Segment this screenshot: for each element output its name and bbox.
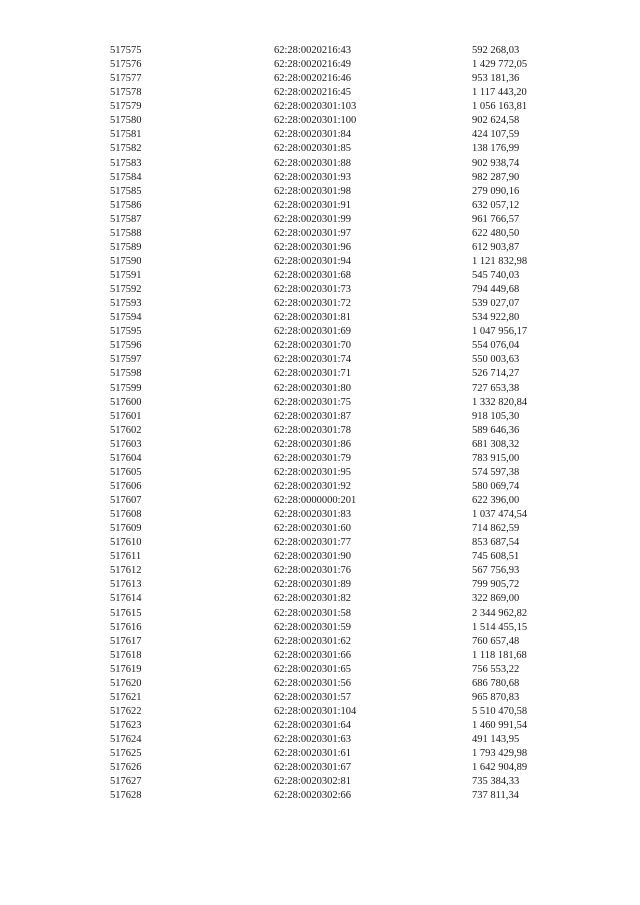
cadastral-number-cell: 62:28:0020301:96	[274, 241, 352, 253]
table-row	[110, 325, 592, 339]
table-row	[110, 635, 592, 649]
cadastral-value-cell: 1 514 455,15	[472, 621, 528, 633]
cadastral-value-cell: 534 922,80	[472, 312, 520, 324]
cadastral-value-cell: 1 642 904,89	[472, 762, 528, 774]
cadastral-value-cell: 961 766,57	[472, 213, 520, 225]
row-number-cell: 517587	[110, 213, 142, 225]
cadastral-value-cell: 783 915,00	[472, 452, 520, 464]
cadastral-number-cell: 62:28:0020216:45	[274, 87, 352, 99]
row-number-cell: 517628	[110, 790, 142, 802]
cadastral-value-cell: 1 117 443,20	[472, 87, 527, 99]
table-row	[110, 353, 592, 367]
cadastral-number-cell: 62:28:0020301:58	[274, 607, 352, 619]
cadastral-number-cell: 62:28:0020301:61	[274, 748, 352, 760]
cadastral-value-cell: 1 332 820,84	[472, 396, 528, 408]
cadastral-number-cell: 62:28:0020301:97	[274, 227, 352, 239]
cadastral-value-cell: 567 756,93	[472, 565, 520, 577]
table-row	[110, 311, 592, 325]
table-row	[110, 297, 592, 311]
cadastral-value-cell: 424 107,59	[472, 129, 520, 141]
cadastral-value-cell: 5 510 470,58	[472, 705, 528, 717]
cadastral-number-cell: 62:28:0020301:81	[274, 312, 352, 324]
row-number-cell: 517613	[110, 579, 142, 591]
cadastral-value-cell: 1 429 772,05	[472, 59, 528, 71]
table-row	[110, 86, 592, 100]
cadastral-number-cell: 62:28:0020301:85	[274, 143, 352, 155]
cadastral-value-cell: 735 384,33	[472, 776, 520, 788]
table-row	[110, 592, 592, 606]
table-row	[110, 185, 592, 199]
cadastral-number-cell: 62:28:0020301:80	[274, 382, 352, 394]
row-number-cell: 517610	[110, 537, 142, 549]
table-row	[110, 550, 592, 564]
cadastral-value-cell: 982 287,90	[472, 171, 520, 183]
cadastral-value-cell: 622 396,00	[472, 495, 520, 506]
cadastral-value-cell: 1 056 163,81	[472, 101, 528, 113]
cadastral-number-cell: 62:28:0000000:201	[274, 495, 357, 506]
row-number-cell: 517596	[110, 340, 142, 352]
cadastral-value-cell: 138 176,99	[472, 143, 520, 155]
cadastral-number-cell: 62:28:0020301:91	[274, 199, 352, 211]
table-row	[110, 494, 592, 508]
table-row	[110, 677, 592, 691]
row-number-cell: 517602	[110, 424, 142, 436]
cadastral-number-cell: 62:28:0020301:71	[274, 368, 352, 380]
cadastral-number-cell: 62:28:0020301:70	[274, 340, 352, 352]
cadastral-number-cell: 62:28:0020301:77	[274, 537, 352, 549]
table-row	[110, 367, 592, 381]
row-number-cell: 517578	[110, 87, 142, 99]
cadastral-value-cell: 727 653,38	[472, 382, 520, 394]
table-row	[110, 199, 592, 213]
table-row	[110, 564, 592, 578]
row-number-cell: 517627	[110, 776, 142, 788]
cadastral-value-cell: 1 118 181,68	[472, 649, 527, 661]
cadastral-value-table	[110, 44, 592, 803]
cadastral-value-cell: 794 449,68	[472, 284, 520, 296]
cadastral-number-cell: 62:28:0020301:63	[274, 734, 352, 746]
row-number-cell: 517584	[110, 171, 142, 183]
row-number-cell: 517598	[110, 368, 142, 380]
row-number-cell: 517611	[110, 551, 142, 563]
cadastral-value-cell: 550 003,63	[472, 354, 520, 366]
table-row	[110, 775, 592, 789]
table-row	[110, 58, 592, 72]
cadastral-number-cell: 62:28:0020301:94	[274, 255, 352, 267]
row-number-cell: 517577	[110, 73, 142, 85]
row-number-cell: 517586	[110, 199, 142, 211]
row-number-cell: 517575	[110, 45, 142, 56]
table-row	[110, 213, 592, 227]
cadastral-number-cell: 62:28:0020302:81	[274, 776, 352, 788]
row-number-cell: 517608	[110, 509, 142, 521]
table-row	[110, 44, 592, 58]
cadastral-value-cell: 902 624,58	[472, 115, 520, 127]
table-row	[110, 438, 592, 452]
cadastral-number-cell: 62:28:0020301:84	[274, 129, 352, 141]
row-number-cell: 517607	[110, 495, 142, 506]
row-number-cell: 517597	[110, 354, 142, 366]
cadastral-number-cell: 62:28:0020216:49	[274, 59, 352, 71]
cadastral-number-cell: 62:28:0020301:98	[274, 185, 352, 197]
cadastral-number-cell: 62:28:0020301:69	[274, 326, 352, 338]
cadastral-number-cell: 62:28:0020301:88	[274, 157, 352, 169]
cadastral-number-cell: 62:28:0020301:72	[274, 298, 352, 310]
cadastral-value-cell: 902 938,74	[472, 157, 520, 169]
row-number-cell: 517588	[110, 227, 142, 239]
table-row	[110, 747, 592, 761]
cadastral-number-cell: 62:28:0020216:43	[274, 45, 352, 56]
cadastral-value-cell: 612 903,87	[472, 241, 520, 253]
cadastral-value-cell: 686 780,68	[472, 677, 520, 689]
row-number-cell: 517616	[110, 621, 142, 633]
table-row	[110, 241, 592, 255]
cadastral-value-cell: 1 460 991,54	[472, 720, 528, 731]
row-number-cell: 517579	[110, 101, 142, 113]
table-row	[110, 339, 592, 353]
cadastral-number-cell: 62:28:0020301:86	[274, 438, 352, 450]
table-row	[110, 424, 592, 438]
table-row	[110, 761, 592, 775]
cadastral-number-cell: 62:28:0020301:59	[274, 621, 352, 633]
cadastral-value-cell: 589 646,36	[472, 424, 520, 436]
cadastral-number-cell: 62:28:0020301:82	[274, 593, 352, 605]
row-number-cell: 517605	[110, 466, 142, 478]
row-number-cell: 517618	[110, 649, 142, 661]
cadastral-number-cell: 62:28:0020301:90	[274, 551, 352, 563]
cadastral-number-cell: 62:28:0020302:66	[274, 790, 352, 802]
table-row	[110, 691, 592, 705]
cadastral-value-cell: 592 268,03	[472, 45, 520, 56]
row-number-cell: 517591	[110, 270, 142, 281]
table-row	[110, 536, 592, 550]
row-number-cell: 517624	[110, 734, 142, 746]
table-row	[110, 607, 592, 621]
cadastral-value-cell: 918 105,30	[472, 410, 520, 422]
row-number-cell: 517600	[110, 396, 142, 408]
row-number-cell: 517603	[110, 438, 142, 450]
table-row	[110, 100, 592, 114]
table-row	[110, 396, 592, 410]
table-row	[110, 719, 592, 733]
cadastral-value-cell: 632 057,12	[472, 199, 520, 211]
cadastral-value-cell: 1 793 429,98	[472, 748, 528, 760]
cadastral-number-cell: 62:28:0020301:93	[274, 171, 352, 183]
table-row	[110, 480, 592, 494]
cadastral-number-cell: 62:28:0020301:74	[274, 354, 352, 366]
table-row	[110, 227, 592, 241]
cadastral-number-cell: 62:28:0020301:83	[274, 509, 352, 521]
table-row	[110, 72, 592, 86]
row-number-cell: 517626	[110, 762, 142, 774]
cadastral-value-cell: 853 687,54	[472, 537, 520, 549]
cadastral-value-cell: 714 862,59	[472, 523, 520, 535]
row-number-cell: 517589	[110, 241, 142, 253]
cadastral-value-cell: 279 090,16	[472, 185, 520, 197]
table-row	[110, 157, 592, 171]
table-row	[110, 128, 592, 142]
cadastral-number-cell: 62:28:0020301:60	[274, 523, 352, 535]
cadastral-number-cell: 62:28:0020301:99	[274, 213, 352, 225]
cadastral-number-cell: 62:28:0020301:65	[274, 663, 352, 675]
cadastral-number-cell: 62:28:0020301:68	[274, 270, 352, 281]
cadastral-value-cell: 526 714,27	[472, 368, 520, 380]
table-row	[110, 142, 592, 156]
cadastral-value-cell: 539 027,07	[472, 298, 520, 310]
cadastral-number-cell: 62:28:0020301:75	[274, 396, 352, 408]
row-number-cell: 517619	[110, 663, 142, 675]
cadastral-value-cell: 965 870,83	[472, 691, 520, 703]
table-row	[110, 649, 592, 663]
cadastral-value-cell: 799 905,72	[472, 579, 520, 591]
row-number-cell: 517612	[110, 565, 142, 577]
cadastral-number-cell: 62:28:0020301:57	[274, 691, 352, 703]
table-row	[110, 466, 592, 480]
cadastral-value-cell: 1 047 956,17	[472, 326, 528, 338]
cadastral-value-cell: 953 181,36	[472, 73, 520, 85]
cadastral-number-cell: 62:28:0020301:67	[274, 762, 352, 774]
row-number-cell: 517623	[110, 720, 142, 731]
row-number-cell: 517615	[110, 607, 142, 619]
row-number-cell: 517625	[110, 748, 142, 760]
cadastral-value-cell: 756 553,22	[472, 663, 520, 675]
table-row	[110, 114, 592, 128]
row-number-cell: 517581	[110, 129, 142, 141]
row-number-cell: 517601	[110, 410, 142, 422]
cadastral-number-cell: 62:28:0020301:76	[274, 565, 352, 577]
cadastral-number-cell: 62:28:0020301:73	[274, 284, 352, 296]
cadastral-value-cell: 745 608,51	[472, 551, 520, 563]
cadastral-value-cell: 574 597,38	[472, 466, 520, 478]
cadastral-number-cell: 62:28:0020301:66	[274, 649, 352, 661]
table-row	[110, 522, 592, 536]
cadastral-value-cell: 622 480,50	[472, 227, 520, 239]
cadastral-number-cell: 62:28:0020301:92	[274, 480, 352, 492]
cadastral-number-cell: 62:28:0020216:46	[274, 73, 352, 85]
row-number-cell: 517580	[110, 115, 142, 127]
cadastral-value-cell: 545 740,03	[472, 270, 520, 281]
cadastral-number-cell: 62:28:0020301:64	[274, 720, 352, 731]
cadastral-number-cell: 62:28:0020301:62	[274, 635, 352, 647]
cadastral-value-cell: 580 069,74	[472, 480, 520, 492]
cadastral-value-cell: 1 121 832,98	[472, 255, 528, 267]
cadastral-number-cell: 62:28:0020301:104	[274, 705, 357, 717]
table-row	[110, 171, 592, 185]
table-row	[110, 621, 592, 635]
cadastral-value-cell: 681 308,32	[472, 438, 520, 450]
row-number-cell: 517585	[110, 185, 142, 197]
cadastral-number-cell: 62:28:0020301:103	[274, 101, 357, 113]
row-number-cell: 517593	[110, 298, 142, 310]
cadastral-number-cell: 62:28:0020301:95	[274, 466, 352, 478]
table-row	[110, 410, 592, 424]
cadastral-number-cell: 62:28:0020301:89	[274, 579, 352, 591]
row-number-cell: 517583	[110, 157, 142, 169]
row-number-cell: 517606	[110, 480, 142, 492]
table-row	[110, 663, 592, 677]
row-number-cell: 517621	[110, 691, 142, 703]
row-number-cell: 517576	[110, 59, 142, 71]
row-number-cell: 517582	[110, 143, 142, 155]
row-number-cell: 517614	[110, 593, 142, 605]
cadastral-value-cell: 2 344 962,82	[472, 607, 528, 619]
table-row	[110, 269, 592, 283]
cadastral-value-cell: 491 143,95	[472, 734, 520, 746]
cadastral-number-cell: 62:28:0020301:78	[274, 424, 352, 436]
table-row	[110, 789, 592, 803]
cadastral-number-cell: 62:28:0020301:79	[274, 452, 352, 464]
row-number-cell: 517594	[110, 312, 142, 324]
table-row	[110, 508, 592, 522]
row-number-cell: 517592	[110, 284, 142, 296]
row-number-cell: 517604	[110, 452, 142, 464]
table-row	[110, 452, 592, 466]
table-row	[110, 578, 592, 592]
row-number-cell: 517590	[110, 255, 142, 267]
table-row	[110, 255, 592, 269]
table-row	[110, 705, 592, 719]
table-body	[110, 44, 592, 803]
row-number-cell: 517617	[110, 635, 142, 647]
cadastral-value-cell: 1 037 474,54	[472, 509, 528, 521]
row-number-cell: 517609	[110, 523, 142, 535]
cadastral-value-cell: 322 869,00	[472, 593, 520, 605]
row-number-cell: 517595	[110, 326, 142, 338]
cadastral-number-cell: 62:28:0020301:87	[274, 410, 352, 422]
cadastral-number-cell: 62:28:0020301:56	[274, 677, 352, 689]
cadastral-number-cell: 62:28:0020301:100	[274, 115, 357, 127]
table-row	[110, 283, 592, 297]
row-number-cell: 517620	[110, 677, 142, 689]
cadastral-value-cell: 760 657,48	[472, 635, 520, 647]
row-number-cell: 517599	[110, 382, 142, 394]
row-number-cell: 517622	[110, 705, 142, 717]
cadastral-value-cell: 737 811,34	[472, 790, 519, 802]
table-row	[110, 733, 592, 747]
cadastral-value-cell: 554 076,04	[472, 340, 520, 352]
table-row	[110, 382, 592, 396]
